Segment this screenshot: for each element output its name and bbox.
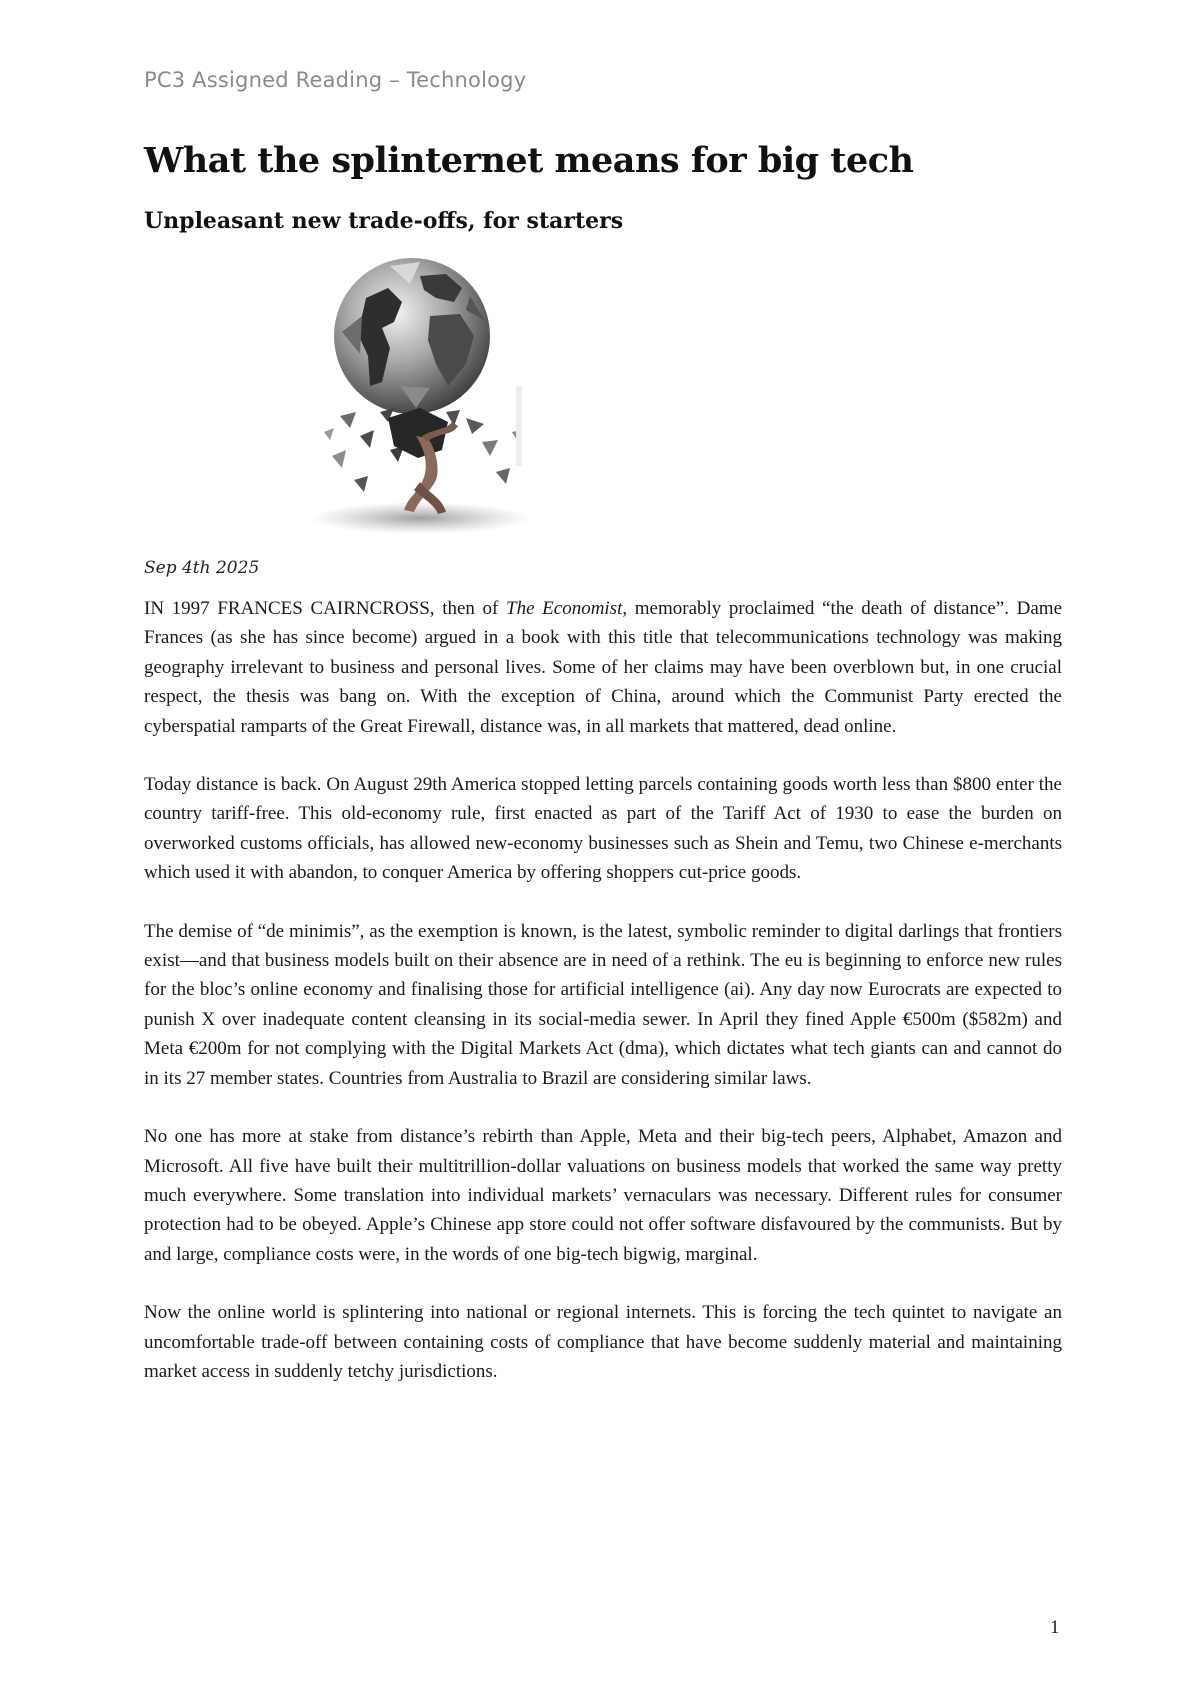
ground-shadow — [310, 502, 530, 534]
publication-name: The Economist — [506, 598, 623, 619]
shard — [482, 440, 498, 456]
article-date: Sep 4th 2025 — [144, 558, 260, 578]
article-title: What the splinternet means for big tech — [144, 140, 914, 181]
shattering-globe-illustration — [270, 236, 580, 546]
paragraph-2: Today distance is back. On August 29th America stopped letting parcels containing goods worth less than $800 enter the country tariff-free. This old-economy rule, first enacted as part of the Tariff Act of 1930 to ease the burden on overworked customs officials, has allowed new-economy businesses such as Shein and Temu, two Chinese e-merchants which used it with abandon, to conquer America by offering shoppers cut-price goods. — [144, 774, 1062, 884]
shard — [332, 450, 346, 468]
article-body — [144, 594, 1062, 1415]
shard — [354, 476, 368, 492]
shard — [496, 468, 510, 484]
paragraph-3: The demise of “de minimis”, as the exemption is known, is the latest, symbolic reminder to digital darlings that frontiers exist—and that business models built on their absence are in need of a rethink. The eu is beginning to enforce new rules for the bloc’s online economy and finalising those for artificial intelligence (ai). Any day now Eurocrats are expected to punish X over inadequate content cleansing in its social-media sewer. In April they fined Apple €500m ($582m) and Meta €200m for not complying with the Digital Markets Act (dma), which dictates what tech giants can and cannot do in its 27 member states. Countries from Australia to Brazil are considering similar laws. — [144, 920, 1062, 1089]
paragraph-5: Now the online world is splintering into national or regional internets. This is forcing the tech quintet to navigate an uncomfortable trade-off between containing costs of compliance that have become suddenly material and maintaining market access in suddenly tetchy jurisdictions. — [144, 1302, 1062, 1382]
shard — [324, 428, 334, 440]
paragraph-4: No one has more at stake from distance’s rebirth than Apple, Meta and their big-tech peers, Alphabet, Amazon and Microsoft. All five have built their multitrillion-dollar valuations on business models that worked the same way pretty much everywhere. Some translation into individual markets’ vernaculars was necessary. Different rules for consumer protection had to be obeyed. Apple’s Chinese app store could not offer software disfavoured by the communists. But by and large, compliance costs were, in the words of one big-tech bigwig, marginal. — [144, 1126, 1062, 1265]
glow-strip — [516, 386, 522, 466]
shard — [466, 418, 484, 434]
shard — [340, 412, 356, 428]
article-subtitle: Unpleasant new trade-offs, for starters — [144, 208, 624, 234]
page-number: 1 — [1050, 1617, 1060, 1638]
shard — [360, 430, 374, 448]
running-header: PC3 Assigned Reading – Technology — [144, 68, 527, 92]
paragraph-1: IN 1997 FRANCES CAIRNCROSS, then of The Economist, memorably proclaimed “the death of distance”. Dame Frances (as she has since become) argued in a book with this title that telecommunications technology was making geography irrelevant to business and personal lives. Some of her claims may have been overblown but, in one crucial respect, the thesis was bang on. With the exception of China, around which the Communist Party erected the cyberspatial ramparts of the Great Firewall, distance was, in all markets that mattered, dead online. — [144, 598, 1062, 737]
